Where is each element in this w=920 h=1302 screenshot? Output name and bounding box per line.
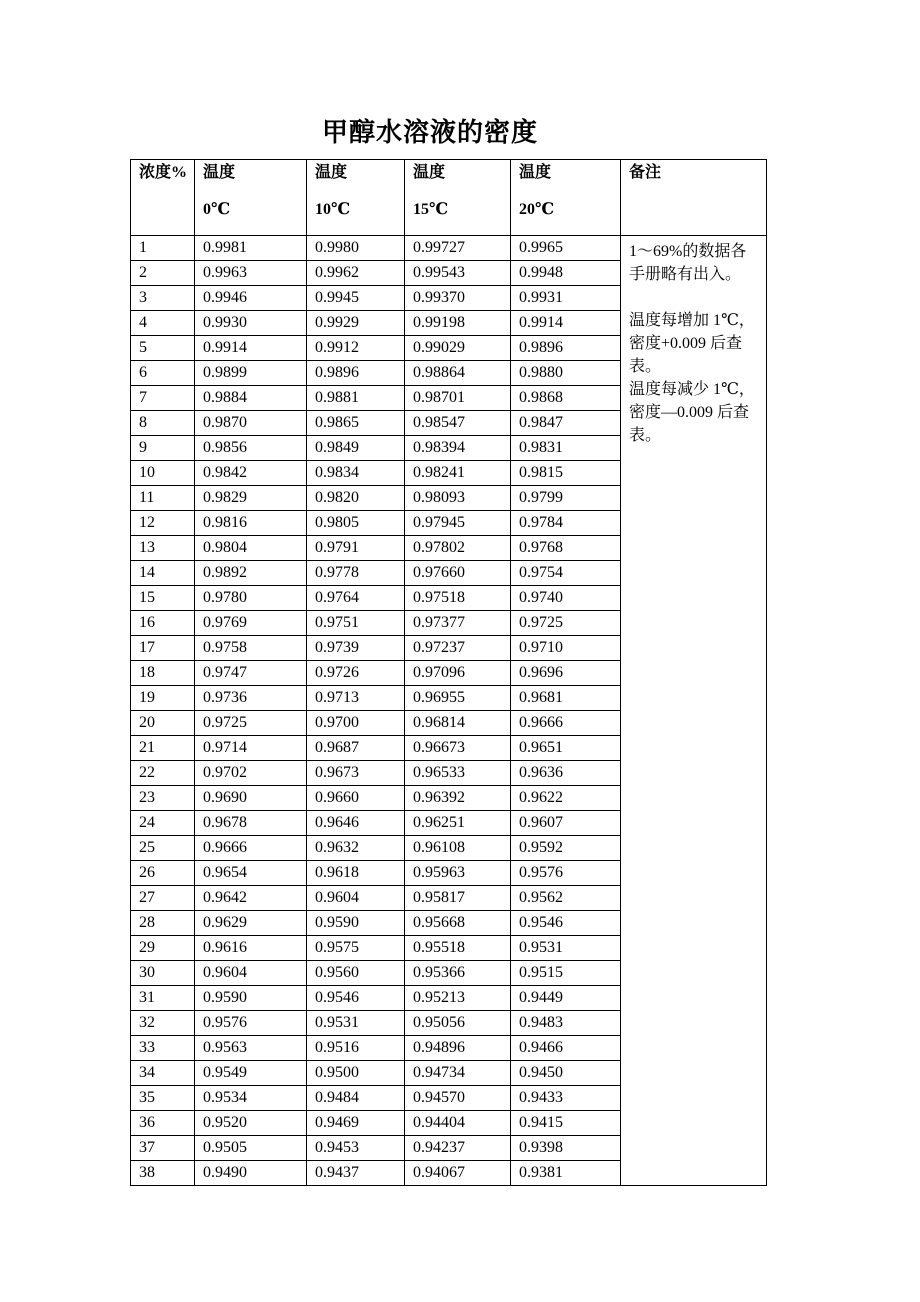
table-cell: 0.98394 [405,436,511,461]
column-header [195,160,307,236]
table-cell: 0.9740 [511,586,621,611]
table-cell: 0.9778 [307,561,405,586]
table-cell: 0.9642 [195,886,307,911]
table-cell: 0.9381 [511,1161,621,1186]
table-cell: 0.9896 [511,336,621,361]
table-cell: 0.9880 [511,361,621,386]
remark-spacer [629,286,760,309]
table-cell: 0.96673 [405,736,511,761]
table-cell: 11 [131,486,195,511]
table-cell: 0.9437 [307,1161,405,1186]
table-cell: 0.95817 [405,886,511,911]
table-cell: 0.9791 [307,536,405,561]
table-cell: 0.97660 [405,561,511,586]
table-cell: 0.98547 [405,411,511,436]
table-cell: 0.9604 [307,886,405,911]
table-cell: 31 [131,986,195,1011]
table-cell: 19 [131,686,195,711]
table-cell: 0.9963 [195,261,307,286]
table-cell: 0.97096 [405,661,511,686]
table-cell: 0.9696 [511,661,621,686]
table-header [131,160,767,236]
table-cell: 26 [131,861,195,886]
column-header-label: 备注 [629,164,662,181]
remark-text: 温度每增加 1℃，密度+0.009 后查表。 [629,312,755,375]
table-cell: 0.9546 [511,911,621,936]
column-header [131,160,195,236]
table-cell: 0.9622 [511,786,621,811]
table-cell: 0.9690 [195,786,307,811]
table-cell: 21 [131,736,195,761]
table-cell: 0.9842 [195,461,307,486]
table-cell: 24 [131,811,195,836]
table-cell: 17 [131,636,195,661]
table-cell: 0.9484 [307,1086,405,1111]
table-cell: 0.9784 [511,511,621,536]
table-cell: 0.9914 [195,336,307,361]
table-cell: 0.9736 [195,686,307,711]
table-cell: 0.9618 [307,861,405,886]
table-cell: 8 [131,411,195,436]
table-cell: 0.9713 [307,686,405,711]
table-row [131,236,767,261]
table-cell: 35 [131,1086,195,1111]
remark-text: 温度每减少 1℃，密度—0.009 后查表。 [629,381,755,444]
table-cell: 10 [131,461,195,486]
table-cell: 3 [131,286,195,311]
table-cell: 0.9965 [511,236,621,261]
remark-cell [621,236,767,1186]
table-cell: 0.9725 [195,711,307,736]
table-cell: 0.9531 [511,936,621,961]
table-cell: 28 [131,911,195,936]
column-header [621,160,767,236]
table-cell: 0.9726 [307,661,405,686]
table-cell: 18 [131,661,195,686]
column-header-unit: 15℃ [413,201,449,218]
table-cell: 0.98701 [405,386,511,411]
table-cell: 6 [131,361,195,386]
table-cell: 0.9945 [307,286,405,311]
column-header-label: 温度 [203,164,236,181]
column-header-label: 温度 [315,164,348,181]
table-cell: 0.97518 [405,586,511,611]
table-cell: 37 [131,1136,195,1161]
table-cell: 0.9590 [195,986,307,1011]
table-cell: 0.9710 [511,636,621,661]
table-cell: 0.9636 [511,761,621,786]
table-cell: 0.96108 [405,836,511,861]
table-cell: 0.9616 [195,936,307,961]
table-cell: 0.9433 [511,1086,621,1111]
table-cell: 0.95518 [405,936,511,961]
table-cell: 0.9398 [511,1136,621,1161]
table-cell: 0.9534 [195,1086,307,1111]
table-cell: 0.9829 [195,486,307,511]
table-cell: 0.9660 [307,786,405,811]
remark-text: 1～69%的数据各手册略有出入。 [629,243,747,283]
table-cell: 0.99198 [405,311,511,336]
table-cell: 0.98864 [405,361,511,386]
table-cell: 30 [131,961,195,986]
header-row [131,160,767,236]
table-cell: 13 [131,536,195,561]
table-cell: 0.9962 [307,261,405,286]
table-cell: 0.9847 [511,411,621,436]
table-cell: 0.9505 [195,1136,307,1161]
table-cell: 23 [131,786,195,811]
table-cell: 0.9930 [195,311,307,336]
table-cell: 0.9896 [307,361,405,386]
column-header [511,160,621,236]
table-cell: 0.9700 [307,711,405,736]
table-cell: 0.9666 [195,836,307,861]
table-cell: 0.9914 [511,311,621,336]
table-cell: 0.9865 [307,411,405,436]
column-header-unit: 20℃ [519,201,555,218]
table-cell: 0.9884 [195,386,307,411]
table-cell: 0.9453 [307,1136,405,1161]
table-cell: 0.9981 [195,236,307,261]
table-cell: 0.95963 [405,861,511,886]
table-cell: 0.9562 [511,886,621,911]
column-header [405,160,511,236]
table-cell: 0.9881 [307,386,405,411]
table-cell: 2 [131,261,195,286]
table-cell: 0.9654 [195,861,307,886]
table-cell: 0.9576 [511,861,621,886]
table-cell: 0.94404 [405,1111,511,1136]
table-cell: 0.96251 [405,811,511,836]
table-cell: 0.9592 [511,836,621,861]
table-cell: 0.9590 [307,911,405,936]
page-title: 甲醇水溶液的密度 [321,118,538,147]
table-body [131,236,767,1186]
table-cell: 0.9450 [511,1061,621,1086]
table-cell: 15 [131,586,195,611]
table-cell: 0.9747 [195,661,307,686]
table-cell: 0.9831 [511,436,621,461]
table-cell: 0.9466 [511,1036,621,1061]
table-cell: 0.9520 [195,1111,307,1136]
table-cell: 0.9834 [307,461,405,486]
table-cell: 0.99727 [405,236,511,261]
table-cell: 0.9546 [307,986,405,1011]
table-cell: 0.9980 [307,236,405,261]
column-header-label: 温度 [413,164,446,181]
table-cell: 0.9575 [307,936,405,961]
table-cell: 34 [131,1061,195,1086]
table-cell: 22 [131,761,195,786]
table-cell: 0.9681 [511,686,621,711]
table-cell: 0.96955 [405,686,511,711]
table-cell: 0.99370 [405,286,511,311]
table-cell: 0.9604 [195,961,307,986]
table-cell: 0.9515 [511,961,621,986]
table-cell: 0.9576 [195,1011,307,1036]
table-cell: 0.98093 [405,486,511,511]
column-header-unit: 0℃ [203,201,231,218]
table-cell: 4 [131,311,195,336]
table-cell: 7 [131,386,195,411]
table-cell: 0.94237 [405,1136,511,1161]
density-table [130,159,767,1186]
table-cell: 14 [131,561,195,586]
table-cell: 0.97945 [405,511,511,536]
table-cell: 0.9948 [511,261,621,286]
table-cell: 0.9856 [195,436,307,461]
table-cell: 0.99543 [405,261,511,286]
table-cell: 0.9870 [195,411,307,436]
table-cell: 0.9632 [307,836,405,861]
table-cell: 0.98241 [405,461,511,486]
table-cell: 0.9946 [195,286,307,311]
table-cell: 0.9754 [511,561,621,586]
table-cell: 0.9768 [511,536,621,561]
table-cell: 1 [131,236,195,261]
table-cell: 0.9892 [195,561,307,586]
table-cell: 0.9415 [511,1111,621,1136]
table-cell: 0.94570 [405,1086,511,1111]
table-cell: 0.96814 [405,711,511,736]
table-cell: 0.9739 [307,636,405,661]
table-cell: 0.9868 [511,386,621,411]
table-cell: 0.9899 [195,361,307,386]
table-cell: 0.99029 [405,336,511,361]
table-cell: 0.94067 [405,1161,511,1186]
table-cell: 25 [131,836,195,861]
table-cell: 0.9666 [511,711,621,736]
table-cell: 0.97377 [405,611,511,636]
table-cell: 0.96392 [405,786,511,811]
table-cell: 0.9805 [307,511,405,536]
table-cell: 36 [131,1111,195,1136]
table-cell: 0.94896 [405,1036,511,1061]
table-cell: 0.9931 [511,286,621,311]
table-cell: 0.9549 [195,1061,307,1086]
table-cell: 0.9483 [511,1011,621,1036]
table-cell: 0.9490 [195,1161,307,1186]
table-cell: 20 [131,711,195,736]
table-cell: 12 [131,511,195,536]
table-cell: 0.9678 [195,811,307,836]
table-cell: 0.9912 [307,336,405,361]
table-cell: 0.9725 [511,611,621,636]
column-header [307,160,405,236]
table-cell: 33 [131,1036,195,1061]
table-cell: 0.95056 [405,1011,511,1036]
table-cell: 0.96533 [405,761,511,786]
table-cell: 0.9702 [195,761,307,786]
table-cell: 0.9758 [195,636,307,661]
table-cell: 0.9929 [307,311,405,336]
table-cell: 0.9646 [307,811,405,836]
table-cell: 9 [131,436,195,461]
table-cell: 0.9751 [307,611,405,636]
table-cell: 0.95366 [405,961,511,986]
table-cell: 0.9449 [511,986,621,1011]
table-cell: 16 [131,611,195,636]
table-cell: 0.9849 [307,436,405,461]
table-cell: 0.9563 [195,1036,307,1061]
column-header-unit: 10℃ [315,201,351,218]
table-cell: 0.94734 [405,1061,511,1086]
table-cell: 0.97237 [405,636,511,661]
table-cell: 5 [131,336,195,361]
table-cell: 0.9531 [307,1011,405,1036]
table-cell: 0.9799 [511,486,621,511]
table-cell: 27 [131,886,195,911]
table-cell: 0.95668 [405,911,511,936]
table-cell: 32 [131,1011,195,1036]
column-header-label: 浓度% [139,164,188,181]
table-cell: 0.9469 [307,1111,405,1136]
table-cell: 0.9651 [511,736,621,761]
table-cell: 0.9764 [307,586,405,611]
table-cell: 0.9816 [195,511,307,536]
table-cell: 0.9815 [511,461,621,486]
table-cell: 0.9500 [307,1061,405,1086]
table-cell: 0.9560 [307,961,405,986]
table-cell: 38 [131,1161,195,1186]
table-cell: 0.9673 [307,761,405,786]
table-cell: 29 [131,936,195,961]
column-header-label: 温度 [519,164,552,181]
table-cell: 0.9516 [307,1036,405,1061]
table-cell: 0.9769 [195,611,307,636]
table-cell: 0.9607 [511,811,621,836]
table-cell: 0.9804 [195,536,307,561]
table-cell: 0.9780 [195,586,307,611]
table-cell: 0.9687 [307,736,405,761]
table-cell: 0.97802 [405,536,511,561]
table-cell: 0.95213 [405,986,511,1011]
table-cell: 0.9629 [195,911,307,936]
table-cell: 0.9714 [195,736,307,761]
table-cell: 0.9820 [307,486,405,511]
